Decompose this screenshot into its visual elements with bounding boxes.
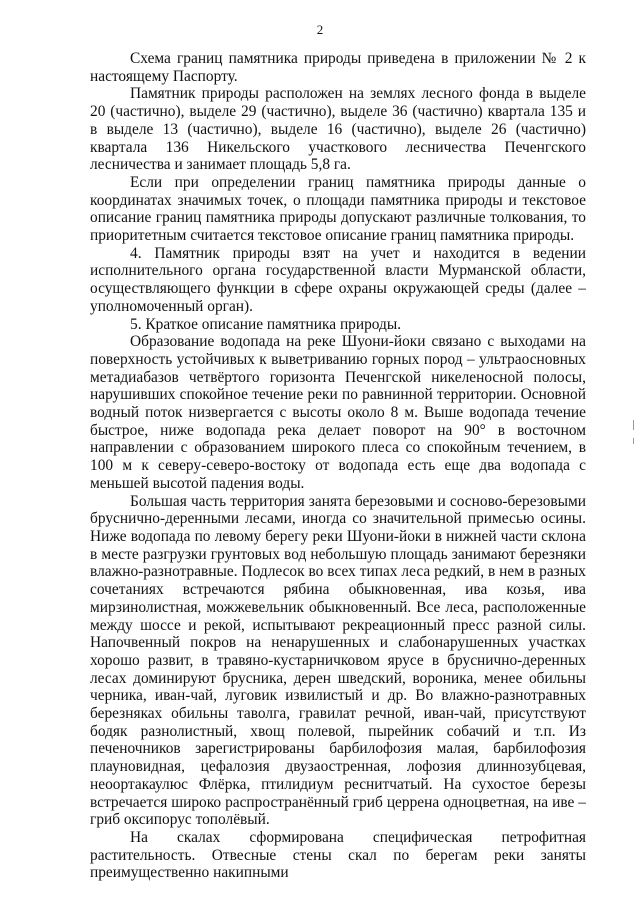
paragraph-section-5-heading: 5. Краткое описание памятника природы. xyxy=(130,315,402,333)
scan-artifact-mark xyxy=(633,438,634,444)
scan-artifact-mark xyxy=(633,420,634,430)
paragraph-vegetation: Большая часть территория занята березовыми и сосново-березовыми бруснично-деренными лесами, иногда со значительной примесью осины. Ниже водопада по левому берегу реки Шуони-йоки в нижней части склона в месте разгрузки грунтовых вод небольшую площадь занимают березняки влажно-разнотравные. Подлесок во всех типах леса редкий, в нем в разных сочетаниях встречаются рябина обыкновенная, ива козья, ива мирзинолистная, можжевельник обыкновенный. Все леса, расположенные между шоссе и рекой, испытывают рекреационный пресс разной силы. Напочвенный покров на ненарушенных и слабонарушенных участках хорошо развит, в травяно-кустарничковом ярусе в бруснично-деренных лесах доминируют брусника, дерен шведский, вороника, менее обильны черника, иван-чай, луговик извилистый и др. Во влажно-разнотравных березняках обильны таволга, гравилат речной, иван-чай, присутствуют бодяк разнолистный, хвощ полевой, пырейник собачий и т.п. Из печеночников зарегистрированы барбилофозия малая, барбилофозия плауновидная, цефалозия двузаостренная, лофозия длиннозубцевая, неоортакаулюс Флёрка, птилидиум реснитчатый. На сухостое березы встречается широко распространённый гриб церрена одноцветная, на иве – гриб оксипорус тополёвый. xyxy=(90,492,586,829)
paragraph-location: Памятник природы расположен на землях лесного фонда в выделе 20 (частично), выделе 29 (частично), выделе 36 (частично) квартала 135 и в выделе 13 (частично), выделе 16 (частично), выделе 26 (частично) квартала 136 Никельского участкового лесничества Печенгского лесничества и занимает площадь 5,8 га. xyxy=(90,85,586,174)
paragraph-section-4: 4. Памятник природы взят на учет и находится в ведении исполнительного органа государственной власти Мурманской области, осуществляющего функции в сфере охраны окружающей среды (далее – уполномоченный орган). xyxy=(90,244,586,315)
paragraph-interpretation: Если при определении границ памятника природы данные о координатах значимых точек, о площади памятника природы и текстовое описание границ памятника природы допускают различные толкования, то приоритетным считается текстовое описание границ памятника природы. xyxy=(90,173,586,245)
page-number: 2 xyxy=(316,22,324,37)
paragraph-boundary-scheme: Схема границ памятника природы приведена в приложении № 2 к настоящему Паспорту. xyxy=(90,50,586,85)
paragraph-waterfall-formation: Образование водопада на реке Шуони-йоки связано с выходами на поверхность устойчивых к выветриванию горных пород – ультраосновных метадиабазов четвёртого горизонта Печенгской никеленосной полосы, нарушивших спокойное течение реки по равнинной территории. Основной водный поток низвергается с высоты около 8 м. Выше водопада течение быстрое, ниже водопада река делает поворот на 90° в восточном направлении с образованием широкого плеса со спокойным течением, в 100 м к северу-северо-востоку от водопада есть еще два водопада с меньшей высотой падения воды. xyxy=(90,333,586,492)
document-body xyxy=(90,50,586,882)
paragraph-rock-vegetation: На скалах сформирована специфическая петрофитная растительность. Отвесные стены скал по берегам реки заняты преимущественно накипными xyxy=(90,828,586,882)
